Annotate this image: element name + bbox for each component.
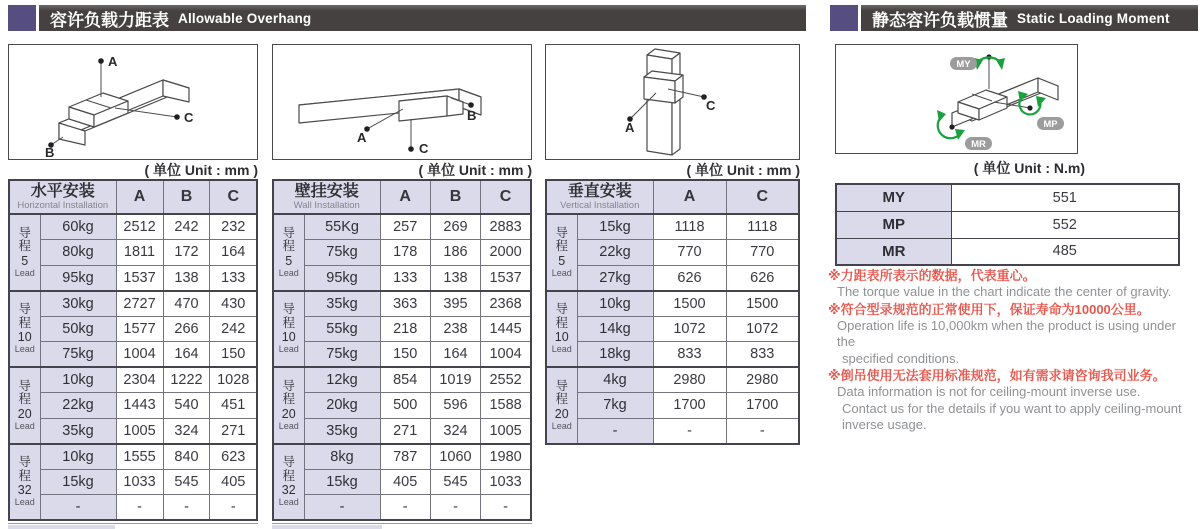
value-cell: 1072	[653, 316, 726, 342]
table-row	[9, 495, 257, 521]
lead-char: 程	[555, 392, 568, 407]
table-row	[273, 469, 531, 495]
point-label-c: C	[706, 98, 716, 113]
table-row	[273, 265, 531, 291]
installation-title-cell	[273, 180, 380, 214]
value-cell: 133	[380, 265, 430, 291]
value-cell: 545	[163, 469, 210, 495]
note-block	[828, 301, 1188, 368]
load-cell: -	[304, 495, 380, 521]
unit-label-mm: ( 单位 Unit : mm )	[686, 162, 800, 178]
table-row	[546, 240, 799, 266]
spec-table-vertical	[545, 179, 800, 445]
point-label-c: C	[419, 141, 429, 156]
load-cell: 8kg	[304, 444, 380, 470]
lead-group-cell	[273, 214, 304, 291]
horizontal-table-host	[8, 179, 258, 521]
value-cell: 623	[210, 444, 257, 470]
vertical-installation-diagram-box	[545, 44, 800, 160]
lead-char: 程	[18, 239, 31, 254]
value-cell: 1588	[481, 393, 531, 419]
table-row	[273, 342, 531, 368]
value-cell: 2368	[481, 291, 531, 317]
load-cell: 75kg	[304, 342, 380, 368]
load-cell: 35kg	[40, 418, 116, 444]
moment-value: 551	[951, 184, 1179, 211]
table-row	[546, 418, 799, 444]
value-cell: 1700	[726, 393, 799, 419]
load-cell: 75kg	[304, 240, 380, 266]
static-loading-moment-diagram	[836, 45, 1077, 153]
value-cell: -	[116, 495, 163, 521]
wall-installation-diagram	[273, 45, 531, 159]
table-row	[546, 265, 799, 291]
lead-number: 10	[281, 330, 296, 345]
installation-title-en: Vertical Installation	[560, 200, 640, 211]
note-zh-line: ※力距表所表示的数据，代表重心。	[828, 268, 1036, 283]
value-cell: 363	[380, 291, 430, 317]
installation-title-en: Wall Installation	[293, 200, 360, 211]
value-cell: 840	[163, 444, 210, 470]
note-en-line: Contact us for the details if you want to apply ceiling-mount	[842, 400, 1182, 416]
notes	[828, 267, 1188, 434]
value-cell: 164	[163, 342, 210, 368]
lead-group-cell	[546, 367, 577, 444]
load-cell: 15kg	[304, 469, 380, 495]
note-en-line: inverse usage.	[842, 417, 927, 432]
value-cell: 232	[210, 214, 257, 240]
load-cell: 27kg	[577, 265, 653, 291]
vertical-installation-diagram	[546, 45, 799, 159]
installation-title-zh: 水平安装	[30, 183, 95, 200]
value-cell: -	[481, 495, 531, 521]
column-header-b: B	[163, 180, 210, 214]
lead-char: 程	[282, 315, 295, 330]
value-cell: 242	[163, 214, 210, 240]
lead-en: Lead	[551, 267, 572, 278]
lead-en: Lead	[14, 344, 35, 355]
moment-label-mp: MP	[836, 211, 951, 238]
lead-char: 程	[282, 239, 295, 254]
value-cell: -	[430, 495, 480, 521]
horizontal-installation-diagram	[9, 45, 257, 159]
static-loading-moment-table	[835, 183, 1180, 266]
table-row	[273, 291, 531, 317]
note-block	[828, 267, 1188, 301]
section-title-en: Static Loading Moment	[1017, 10, 1170, 26]
value-cell: 1033	[116, 469, 163, 495]
table-row	[9, 291, 257, 317]
value-cell: 150	[380, 342, 430, 368]
horizontal-installation-diagram-box	[8, 44, 258, 160]
value-cell: -	[726, 418, 799, 444]
value-cell: 405	[380, 469, 430, 495]
moment-row	[836, 184, 1179, 211]
value-cell: 2552	[481, 367, 531, 393]
load-cell: 18kg	[577, 342, 653, 368]
load-cell: 15kg	[577, 214, 653, 240]
value-cell: 324	[430, 418, 480, 444]
wall-installation-diagram-box	[272, 44, 532, 160]
lead-group-cell	[273, 367, 304, 444]
lead-char: 导	[18, 378, 31, 393]
column-header-a: A	[116, 180, 163, 214]
value-cell: 172	[163, 240, 210, 266]
value-cell: 545	[430, 469, 480, 495]
spec-table-wall	[272, 179, 532, 521]
lead-group-cell	[9, 214, 40, 291]
value-cell: 1700	[653, 393, 726, 419]
lead-en: Lead	[14, 267, 35, 278]
moment-table-host	[835, 183, 1180, 266]
value-cell: 186	[430, 240, 480, 266]
wall-table-host	[272, 179, 532, 521]
lead-char: 导	[282, 378, 295, 393]
lead-en: Lead	[278, 420, 299, 431]
value-cell: 470	[163, 291, 210, 317]
load-cell: 35kg	[304, 418, 380, 444]
value-cell: 770	[726, 240, 799, 266]
point-label-c: C	[184, 110, 194, 125]
value-cell: 266	[163, 316, 210, 342]
section-title-en: Allowable Overhang	[178, 10, 312, 26]
load-cell: 35kg	[304, 291, 380, 317]
value-cell: 1004	[481, 342, 531, 368]
lead-char: 程	[18, 468, 31, 483]
load-cell: -	[40, 495, 116, 521]
value-cell: 395	[430, 291, 480, 317]
load-cell: 50kg	[40, 316, 116, 342]
value-cell: 238	[430, 316, 480, 342]
moment-row	[836, 238, 1179, 265]
value-cell: 1500	[726, 291, 799, 317]
value-cell: 2512	[116, 214, 163, 240]
column-header-b: B	[430, 180, 480, 214]
value-cell: 1019	[430, 367, 480, 393]
lead-group-cell	[546, 291, 577, 368]
lead-number: 20	[281, 406, 296, 421]
lead-char: 程	[18, 315, 31, 330]
table-row	[9, 418, 257, 444]
load-cell: 10kg	[40, 367, 116, 393]
value-cell: 1118	[726, 214, 799, 240]
value-cell: 1537	[481, 265, 531, 291]
moment-row	[836, 211, 1179, 238]
value-cell: 833	[726, 342, 799, 368]
value-cell: 1537	[116, 265, 163, 291]
table-row	[9, 214, 257, 240]
point-label-a: A	[357, 130, 367, 145]
note-en-line: specified conditions.	[842, 350, 960, 366]
moment-value: 552	[951, 211, 1179, 238]
value-cell: 150	[210, 342, 257, 368]
load-cell: 95kg	[304, 265, 380, 291]
load-cell: 60kg	[40, 214, 116, 240]
section-header-allowable-overhang	[8, 5, 806, 31]
moment-label-mr: MR	[971, 139, 986, 150]
moment-label-my: MY	[956, 59, 971, 70]
header-bar	[39, 5, 806, 31]
value-cell: 164	[210, 240, 257, 266]
load-cell: 10kg	[577, 291, 653, 317]
spec-table-header-row	[273, 180, 531, 214]
point-label-b: B	[45, 145, 55, 159]
unit-label-mm: ( 单位 Unit : mm )	[418, 162, 532, 178]
lead-number: 5	[558, 253, 566, 268]
clipped-next-row	[272, 523, 532, 528]
table-row	[9, 265, 257, 291]
section-title-zh: 静态容许负载惯量	[872, 10, 1008, 30]
load-cell: 20kg	[304, 393, 380, 419]
value-cell: -	[163, 495, 210, 521]
load-cell: 14kg	[577, 316, 653, 342]
lead-number: 5	[21, 253, 29, 268]
value-cell: 133	[210, 265, 257, 291]
installation-title-zh: 垂直安装	[567, 183, 632, 200]
lead-en: Lead	[278, 267, 299, 278]
lead-char: 程	[282, 468, 295, 483]
value-cell: 500	[380, 393, 430, 419]
value-cell: 833	[653, 342, 726, 368]
table-row	[9, 393, 257, 419]
header-accent-square	[830, 5, 858, 31]
table-row	[9, 469, 257, 495]
table-row	[273, 418, 531, 444]
load-cell: 22kg	[40, 393, 116, 419]
value-cell: 2980	[726, 367, 799, 393]
value-cell: 430	[210, 291, 257, 317]
installation-title-en: Horizontal Installation	[17, 200, 109, 211]
value-cell: 451	[210, 393, 257, 419]
table-row	[273, 393, 531, 419]
load-cell: -	[577, 418, 653, 444]
note-en-line: Operation life is 10,000km when the product is using under the	[837, 317, 1176, 349]
load-cell: 7kg	[577, 393, 653, 419]
header-bar	[861, 5, 1198, 31]
value-cell: 540	[163, 393, 210, 419]
value-cell: 2000	[481, 240, 531, 266]
note-en-line: Data information is not for ceiling-mount inverse use.	[837, 384, 1141, 399]
spec-table-header-row	[9, 180, 257, 214]
lead-char: 导	[18, 302, 31, 317]
value-cell: 218	[380, 316, 430, 342]
moment-diagram-box	[835, 44, 1078, 154]
value-cell: 1980	[481, 444, 531, 470]
value-cell: 2727	[116, 291, 163, 317]
lead-char: 程	[282, 392, 295, 407]
column-header-c: C	[210, 180, 257, 214]
value-cell: 405	[210, 469, 257, 495]
table-row	[9, 444, 257, 470]
lead-group-cell	[546, 214, 577, 291]
lead-group-cell	[9, 444, 40, 521]
value-cell: 1577	[116, 316, 163, 342]
lead-en: Lead	[14, 497, 35, 508]
column-header-c: C	[726, 180, 799, 214]
lead-char: 导	[555, 225, 568, 240]
load-cell: 10kg	[40, 444, 116, 470]
load-cell: 4kg	[577, 367, 653, 393]
value-cell: 1033	[481, 469, 531, 495]
note-block	[828, 367, 1188, 434]
value-cell: 1500	[653, 291, 726, 317]
value-cell: 1222	[163, 367, 210, 393]
value-cell: 1118	[653, 214, 726, 240]
lead-char: 导	[282, 455, 295, 470]
note-zh-line: ※符合型录规范的正常使用下，保证寿命为10000公里。	[828, 301, 1150, 317]
lead-group-cell	[9, 367, 40, 444]
table-row	[273, 316, 531, 342]
load-cell: 80kg	[40, 240, 116, 266]
value-cell: 324	[163, 418, 210, 444]
column-header-a: A	[380, 180, 430, 214]
load-cell: 22kg	[577, 240, 653, 266]
table-row	[273, 444, 531, 470]
table-row	[546, 367, 799, 393]
lead-char: 程	[18, 392, 31, 407]
value-cell: 1028	[210, 367, 257, 393]
header-accent-square	[8, 5, 36, 31]
value-cell: 1004	[116, 342, 163, 368]
note-en-line: The torque value in the chart indicate the center of gravity.	[837, 284, 1172, 299]
lead-group-cell	[9, 291, 40, 368]
clipped-next-row	[8, 523, 258, 528]
table-row	[9, 367, 257, 393]
value-cell: 138	[163, 265, 210, 291]
lead-number: 5	[285, 253, 293, 268]
lead-char: 导	[555, 378, 568, 393]
section-title-zh: 容许负载力距表	[50, 10, 169, 30]
column-header-a: A	[653, 180, 726, 214]
value-cell: 626	[653, 265, 726, 291]
load-cell: 55kg	[304, 316, 380, 342]
value-cell: 1005	[481, 418, 531, 444]
value-cell: 770	[653, 240, 726, 266]
value-cell: -	[210, 495, 257, 521]
value-cell: -	[380, 495, 430, 521]
value-cell: 138	[430, 265, 480, 291]
installation-title-cell	[546, 180, 653, 214]
lead-char: 程	[555, 315, 568, 330]
table-row	[546, 316, 799, 342]
value-cell: 178	[380, 240, 430, 266]
table-row	[273, 495, 531, 521]
value-cell: 257	[380, 214, 430, 240]
lead-number: 20	[554, 406, 569, 421]
table-row	[546, 214, 799, 240]
section-header-static-loading-moment	[830, 5, 1198, 31]
value-cell: -	[653, 418, 726, 444]
table-row	[273, 214, 531, 240]
value-cell: 1445	[481, 316, 531, 342]
lead-en: Lead	[551, 420, 572, 431]
table-row	[273, 367, 531, 393]
lead-number: 32	[281, 483, 296, 498]
lead-group-cell	[273, 291, 304, 368]
value-cell: 164	[430, 342, 480, 368]
note-zh-line: ※倒吊使用无法套用标准规范，如有需求请咨询我司业务。	[828, 368, 1166, 383]
lead-number: 20	[17, 406, 32, 421]
load-cell: 75kg	[40, 342, 116, 368]
unit-label-nm: ( 单位 Unit : N.m)	[973, 160, 1085, 176]
lead-number: 10	[554, 330, 569, 345]
moment-label-mp: MP	[1043, 119, 1058, 130]
spec-table-horizontal	[8, 179, 258, 521]
value-cell: 1072	[726, 316, 799, 342]
lead-en: Lead	[278, 344, 299, 355]
column-header-c: C	[481, 180, 531, 214]
value-cell: 626	[726, 265, 799, 291]
load-cell: 12kg	[304, 367, 380, 393]
moment-value: 485	[951, 238, 1179, 265]
lead-char: 导	[282, 302, 295, 317]
point-label-b: B	[467, 108, 477, 123]
value-cell: 1060	[430, 444, 480, 470]
load-cell: 30kg	[40, 291, 116, 317]
lead-en: Lead	[14, 420, 35, 431]
table-row	[546, 393, 799, 419]
lead-char: 程	[555, 239, 568, 254]
lead-char: 导	[18, 225, 31, 240]
lead-char: 导	[555, 302, 568, 317]
lead-en: Lead	[551, 344, 572, 355]
point-label-a: A	[625, 120, 635, 135]
value-cell: 269	[430, 214, 480, 240]
lead-number: 32	[17, 483, 32, 498]
value-cell: 854	[380, 367, 430, 393]
moment-label-my: MY	[836, 184, 951, 211]
installation-title-cell	[9, 180, 116, 214]
load-cell: 55Kg	[304, 214, 380, 240]
value-cell: 271	[210, 418, 257, 444]
value-cell: 1443	[116, 393, 163, 419]
value-cell: 787	[380, 444, 430, 470]
table-row	[546, 342, 799, 368]
value-cell: 271	[380, 418, 430, 444]
moment-label-mr: MR	[836, 238, 951, 265]
lead-group-cell	[273, 444, 304, 521]
table-row	[273, 240, 531, 266]
value-cell: 1005	[116, 418, 163, 444]
table-row	[9, 316, 257, 342]
table-row	[9, 342, 257, 368]
load-cell: 95kg	[40, 265, 116, 291]
table-row	[546, 291, 799, 317]
value-cell: 2980	[653, 367, 726, 393]
load-cell: 15kg	[40, 469, 116, 495]
value-cell: 1811	[116, 240, 163, 266]
value-cell: 596	[430, 393, 480, 419]
spec-table-header-row	[546, 180, 799, 214]
point-label-a: A	[108, 54, 118, 69]
lead-char: 导	[18, 455, 31, 470]
value-cell: 2883	[481, 214, 531, 240]
value-cell: 242	[210, 316, 257, 342]
lead-en: Lead	[278, 497, 299, 508]
unit-label-mm: ( 单位 Unit : mm )	[144, 162, 258, 178]
value-cell: 2304	[116, 367, 163, 393]
installation-title-zh: 壁挂安装	[294, 183, 359, 200]
value-cell: 1555	[116, 444, 163, 470]
lead-number: 10	[17, 330, 32, 345]
lead-char: 导	[282, 225, 295, 240]
table-row	[9, 240, 257, 266]
vertical-table-host	[545, 179, 800, 445]
